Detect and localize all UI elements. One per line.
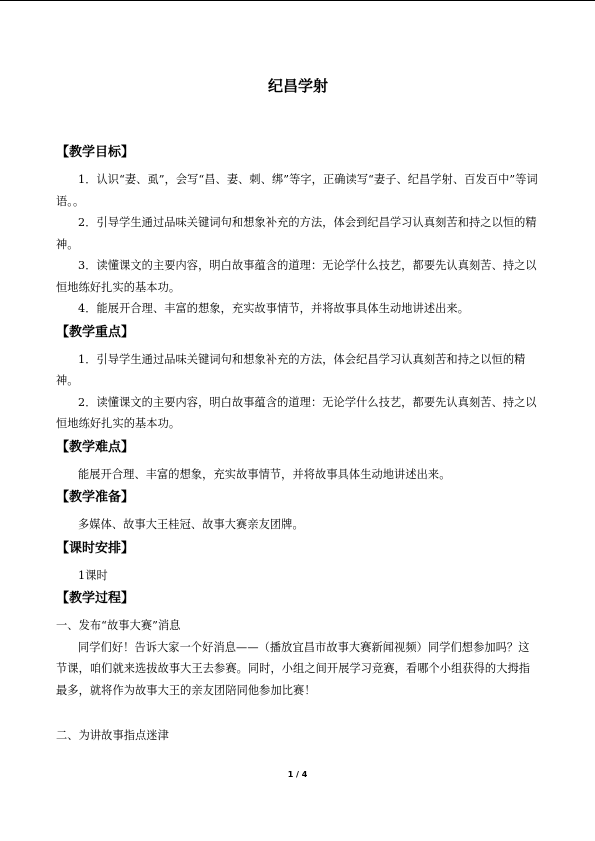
process-step-2-title: 二、为讲故事指点迷津 bbox=[56, 729, 169, 742]
paragraph-gap bbox=[56, 701, 540, 725]
goal-item-2: 2．引导学生通过品味关键词句和想象补充的方法，体会到纪昌学习认真刻苦和持之以恒的精神。 bbox=[56, 216, 537, 251]
goal-item-4: 4．能展开合理、丰富的想象，充实故事情节，并将故事具体生动地讲述出来。 bbox=[78, 302, 469, 315]
section-heading-preparation: 【教学准备】 bbox=[56, 490, 135, 505]
document-page bbox=[56, 76, 540, 747]
goal-item-3: 3．读懂课文的主要内容，明白故事蕴含的道理：无论学什么技艺，都要先认真刻苦、持之以恒地练好扎实的基本功。 bbox=[56, 259, 537, 294]
page-number: 1 / 4 bbox=[287, 770, 308, 779]
process-step-1-title: 一、发布“故事大赛”消息 bbox=[56, 619, 181, 632]
section-heading-key-points: 【教学重点】 bbox=[56, 324, 135, 340]
section-heading-process: 【教学过程】 bbox=[56, 591, 135, 606]
preparation-text: 多媒体、故事大王桂冠、故事大赛亲友团牌。 bbox=[78, 518, 304, 531]
section-heading-schedule: 【课时安排】 bbox=[56, 540, 135, 556]
key-point-item-1: 1．引导学生通过品味关键词句和想象补充的方法，体会纪昌学习认真刻苦和持之以恒的精神。 bbox=[56, 352, 526, 387]
difficulties-text: 能展开合理、丰富的想象，充实故事情节，并将故事具体生动地讲述出来。 bbox=[78, 467, 451, 481]
process-step-1-text: 同学们好！告诉大家一个好消息——（播放宜昌市故事大赛新闻视频）同学们想参加吗？这节课，咱们就来选拔故事大王去参赛。同时，小组之间开展学习竞赛，看哪个小组获得的大拇指最多，就将作为故事大王的亲友团陪同他参加比赛！ bbox=[56, 640, 531, 697]
section-heading-difficulties: 【教学难点】 bbox=[56, 439, 135, 455]
schedule-text: 1课时 bbox=[78, 568, 108, 582]
top-border-line bbox=[0, 0, 595, 1]
key-point-item-2: 2．读懂课文的主要内容，明白故事蕴含的道理：无论学什么技艺，都要先认真刻苦、持之以恒地练好扎实的基本功。 bbox=[56, 395, 537, 430]
document-title: 纪昌学射 bbox=[267, 77, 328, 95]
section-heading-goals: 【教学目标】 bbox=[56, 145, 135, 160]
goal-item-1: 1．认识“妻、虱”，会写“昌、妻、刺、绑”等字，正确读写“妻子、纪昌学射、百发百中”等词语。。 bbox=[56, 173, 538, 208]
